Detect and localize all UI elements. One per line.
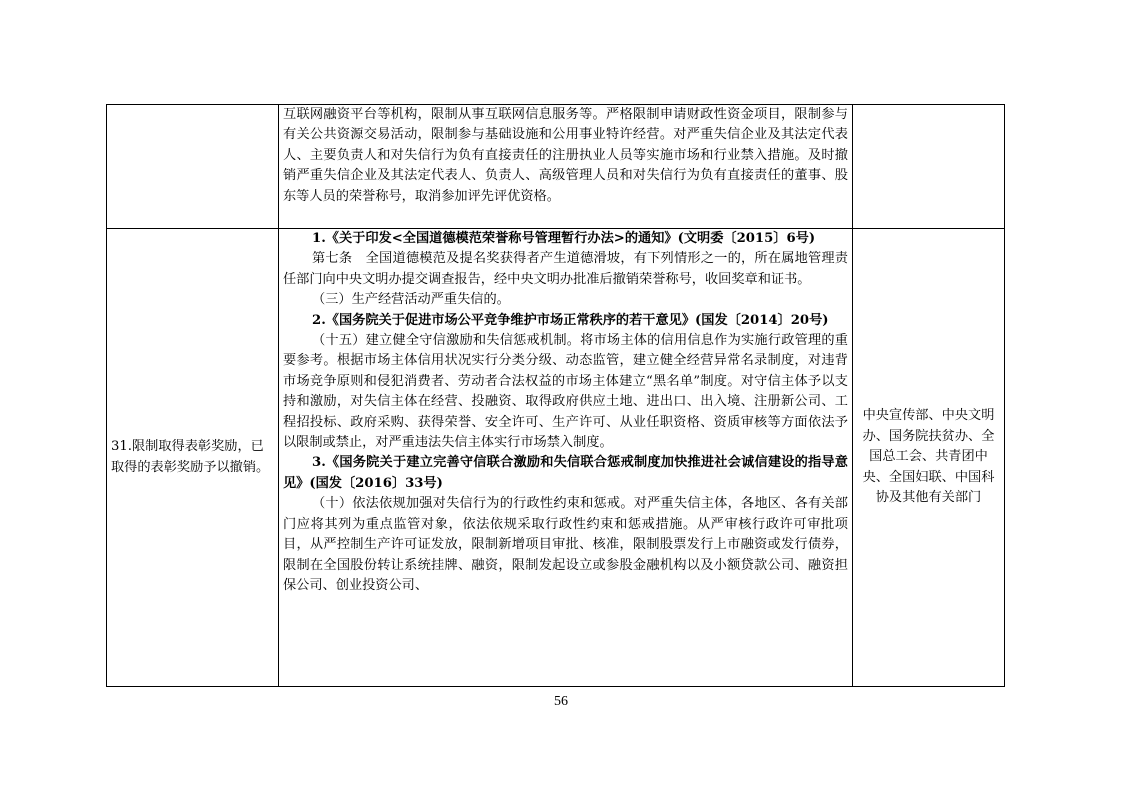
department-cell bbox=[853, 105, 1005, 229]
basis-cell bbox=[279, 105, 853, 229]
basis-cell bbox=[279, 229, 853, 687]
measure-cell bbox=[107, 105, 279, 229]
document-title: 3.《国务院关于建立完善守信联合激励和失信联合惩戒制度加快推进社会诚信建设的指导意见》(国发〔2016〕33号) bbox=[283, 455, 848, 491]
basis-paragraph: （十）依法依规加强对失信行为的行政性约束和惩戒。对严重失信主体，各地区、各有关部门应将其列为重点监管对象，依法依规采取行政性约束和惩戒措施。从严审核行政许可审批项目，从严控制生产许可证发放，限制新增项目审批、核准，限制股票发行上市融资或发行债券，限制在全国股份转让系统挂牌、融资，限制发起设立或参股金融机构以及小额贷款公司、融资担保公司、创业投资公司、 bbox=[283, 496, 848, 593]
basis-paragraph: 第七条 全国道德模范及提名奖获得者产生道德滑坡，有下列情形之一的，所在属地管理责任部门向中央文明办提交调查报告，经中央文明办批准后撤销荣誉称号，收回奖章和证书。 bbox=[283, 251, 848, 287]
measure-cell: 31.限制取得表彰奖励，已取得的表彰奖励予以撤销。 bbox=[107, 229, 279, 687]
table-row bbox=[107, 229, 1005, 687]
measures-table bbox=[106, 104, 1005, 687]
page-number: 56 bbox=[554, 694, 568, 709]
department-cell: 中央宣传部、中央文明办、国务院扶贫办、全国总工会、共青团中央、全国妇联、中国科协及其他有关部门 bbox=[853, 229, 1005, 687]
document-title: 1.《关于印发<全国道德模范荣誉称号管理暂行办法>的通知》(文明委〔2015〕6号) bbox=[312, 231, 816, 246]
table-row bbox=[107, 105, 1005, 229]
basis-paragraph: （十五）建立健全守信激励和失信惩戒机制。将市场主体的信用信息作为实施行政管理的重要参考。根据市场主体信用状况实行分类分级、动态监管，建立健全经营异常名录制度，对违背市场竞争原则和侵犯消费者、劳动者合法权益的市场主体建立“黑名单”制度。对守信主体予以支持和激励，对失信主体在经营、投融资、取得政府供应土地、进出口、出入境、注册新公司、工程招投标、政府采购、获得荣誉、安全许可、生产许可、从业任职资格、资质审核等方面依法予以限制或禁止，对严重违法失信主体实行市场禁入制度。 bbox=[283, 333, 848, 451]
basis-paragraph: 互联网融资平台等机构，限制从事互联网信息服务等。严格限制申请财政性资金项目，限制参与有关公共资源交易活动，限制参与基础设施和公用事业特许经营。对严重失信企业及其法定代表人、主要负责人和对失信行为负有直接责任的注册执业人员等实施市场和行业禁入措施。及时撤销严重失信企业及其法定代表人、负责人、高级管理人员和对失信行为负有直接责任的董事、股东等人员的荣誉称号，取消参加评先评优资格。 bbox=[283, 107, 848, 204]
document-title: 2.《国务院关于促进市场公平竞争维护市场正常秩序的若干意见》(国发〔2014〕20号) bbox=[312, 312, 829, 328]
basis-paragraph: （三）生产经营活动严重失信的。 bbox=[312, 292, 510, 308]
